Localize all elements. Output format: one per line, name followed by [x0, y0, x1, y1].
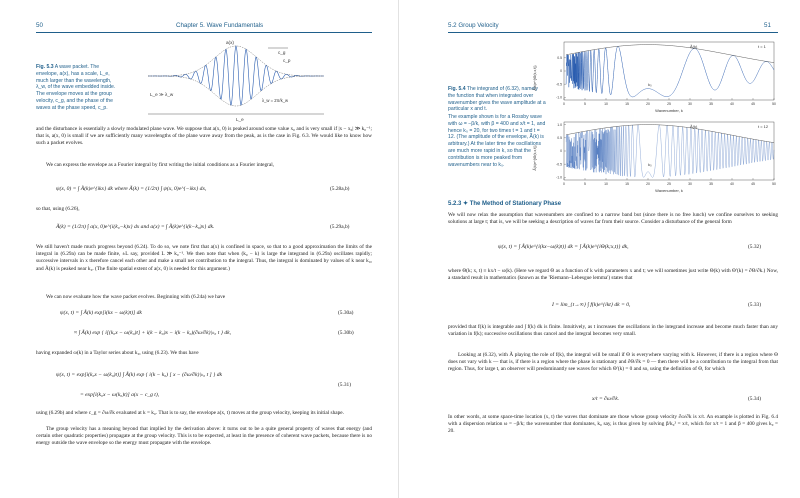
- integrand-curve: [566, 125, 774, 178]
- k0-label: k₀: [648, 162, 652, 167]
- integrand-oscillation: [566, 125, 774, 177]
- yticks: [556, 56, 566, 100]
- paragraph-1: and the disturbance is essentially a slowly modulated plane wave. We suppose that a(x, 0) is peaked around some value x₀ and is very small if |x − x₀| ≫ k₀⁻¹; that is, a(x, 0) is small if we are sufficiently many wavelengths of the plane wave away from the peak, as is the case in Fig. 6.3. We would like to know how such a packet evolves.: [36, 126, 372, 147]
- envelope-lower: [148, 76, 324, 106]
- xtick-label: 45: [751, 182, 755, 186]
- xtick-label: 40: [730, 182, 734, 186]
- ytick-label: -0.5: [556, 162, 562, 167]
- xtick-label: 30: [688, 102, 692, 106]
- integrand-plot-t12: [532, 118, 782, 194]
- paragraph-3: provided that f(k) is integrable and ∫ f(k) dk is finite. Intuitively, as t increases the oscillations in the integrand increase and become much faster than any variation in f(k); successive oscillations thus cancel and the integral becomes very small.: [448, 324, 778, 338]
- figure-caption: [36, 64, 122, 112]
- xtick-label: 0: [563, 182, 565, 186]
- paragraph-4: We still haven't made much progress beyond (6.24). To do so, we note first that a(x) is confined in space, so that to a good approximation the limits of the integral in (6.29a) can be made finite, ±L say, provided L ≫ k₀⁻¹. We then note that when (k₀ − k) is large the integrand in (6.29a) oscillates rapidly; successive intervals in x therefore cancel each other and make a small net contribution to the integral. Thus, the integral is dominated by values of k near k₀, and Ã(k) is peaked near k₀. (The finite spatial extent of a(x, 0) is needed for this argument.): [36, 244, 372, 272]
- xtick-label: 0: [563, 102, 565, 106]
- xtick-label: 50: [772, 182, 776, 186]
- right-page: [402, 0, 800, 498]
- page-number: 51: [764, 22, 771, 29]
- xtick-label: 20: [646, 102, 650, 106]
- header-rule: [448, 32, 778, 33]
- ytick-label: 0.5: [557, 56, 562, 61]
- paragraph-1: We will now relax the assumption that wavenumbers are confined to a narrow band but (since there is no free lunch) we confine ourselves to seeking solutions at large t; that is, we will be seeking a description of waves far from their source. Consider a disturbance of the general form: [448, 212, 778, 226]
- xtick-label: 5: [584, 182, 586, 186]
- label-condition: L_e ≫ λ_w: [150, 92, 174, 97]
- equation-5-30b-number: (5.30b): [338, 330, 354, 336]
- xlabel: Wavenumber, k: [655, 108, 683, 113]
- xtick-label: 35: [709, 102, 713, 106]
- paragraph-5: In other words, at some space-time location (x, t) the waves that dominate are those whose group velocity ∂ω/∂k is x/t. An example is plotted in Fig. 6.4 with a dispersion relation ω = −β/k; the wavenumber that dominates, k₀ say, is thus given by solving β/k₀² = x/t, which for x/t = 1 and β = 400 gives k₀ = 20.: [448, 414, 778, 435]
- ytick-label: 1.0: [557, 122, 562, 127]
- amplitude-envelope: [566, 125, 774, 143]
- equation-5-30b: ≈ ∫ Ã(k) exp { i[(k₀x − ω(k₀)t] + i(k − k₀)x − i(k − k₀)(∂ω/∂k)|ₖ₀ t } dk,: [74, 330, 232, 336]
- xtick-label: 35: [709, 182, 713, 186]
- equation-5-31-number: (5.31): [338, 382, 352, 388]
- equation-5-32: ψ(x, t) = ∫ Ã(k)e^{i(kx−ω(k)t)} dk = ∫ Ã(k)e^{iΘ(k;x,t)} dk,: [498, 244, 629, 250]
- ytick-label: 0: [560, 149, 562, 154]
- time-label: t = 1: [758, 44, 766, 49]
- xlabel: Wavenumber, k: [655, 188, 683, 193]
- xtick-label: 15: [625, 182, 629, 186]
- ytick-label: 0.5: [557, 136, 562, 141]
- legend-label: Ã(k): [690, 124, 698, 129]
- envelope-curve: [148, 46, 324, 106]
- xtick-label: 30: [688, 182, 692, 186]
- caption-label: Fig. 5.3: [36, 64, 54, 70]
- ylabel: Ã(k)e^{iΘ(k,x,t)}: [533, 145, 537, 171]
- equation-5-28: ψ(x, 0) = ∫ Ã(k)e^{ikx} dk where Ã(k) = (1/2π) ∫ ψ(x, 0)e^{−ikx} dx,: [56, 186, 207, 192]
- k0-label: k₀: [648, 82, 652, 87]
- paragraph-5: We can now evaluate how the wave packet evolves. Beginning with (6.24a) we have: [46, 294, 226, 300]
- xtick-label: 40: [730, 102, 734, 106]
- equation-5-30a: ψ(x, t) = ∫ Ã(k) exp[i(kx − ω(k)t)] dk: [60, 310, 142, 316]
- wave-packet-figure: [128, 36, 328, 122]
- equation-5-31b: = exp[i(k₀x − ω(k₀)t)] a(x − c_g t),: [80, 392, 160, 398]
- equation-5-33-number: (5.33): [748, 302, 762, 308]
- label-wavelength: λ_w = 2π/k_w: [262, 98, 289, 103]
- equation-5-31a: ψ(x, t) = exp[i(k₀x − ω(k₀)t)] ∫ Ã(k) exp { i(k − k₀) [ x − (∂ω/∂k)|ₖ₀ t ] } dk: [56, 372, 223, 378]
- caption-text: The integrand of (6.32), namely the function that when integrated over wavenumber gives the wave amplitude at a particular x and t.: [448, 86, 546, 113]
- equation-5-34-number: (5.34): [748, 396, 762, 402]
- xtick-label: 10: [604, 182, 608, 186]
- yticks: [556, 123, 566, 180]
- equation-5-32-number: (5.32): [748, 244, 762, 250]
- caption-text: A wave packet. The envelope, a(x), has a scale, L_e, much larger than the wavelength, λ_w, of the wave embedded inside. The envelope moves at the group velocity, c_g, and the phase of the waves at the phase speed, c_p.: [36, 64, 116, 111]
- xtick-label: 25: [667, 182, 671, 186]
- paragraph-3: so that, using (6.26),: [36, 206, 80, 212]
- header-rule: [36, 32, 372, 33]
- amplitude-envelope: [566, 45, 774, 63]
- paragraph-6: having expanded ω(k) in a Taylor series about k₀, using (6.23). We thus have: [36, 350, 199, 356]
- figure-caption-detail: The example shown is for a Rossby wave with ω = −β/k, with β = 400 and x/t = 1, and hence k₀ = 20, for two times t = 1 and t = 12. (The amplitude of the envelope, Ã(k) is arbitrary.) At the later time the oscillations are much more rapid in k, so that the contribution is more peaked from wavenumbers near to k₀.: [448, 114, 546, 168]
- ytick-label: -1.0: [556, 175, 562, 180]
- plot-frame: [564, 42, 774, 100]
- xtick-label: 15: [625, 102, 629, 106]
- ytick-label: 0: [560, 69, 562, 74]
- integrand-oscillation: [566, 46, 774, 97]
- paragraph-2: where Θ(k; x, t) ≡ kx/t − ω(k). (Here we regard Θ as a function of k with parameters x and t; we will sometimes just write Θ(k) with Θ′(k) = ∂Θ/∂k.) Now, a standard result in mathematics (known as the 'Riemann–Lebesgue lemma') states that: [448, 268, 778, 282]
- running-head: 5.2 Group Velocity: [448, 22, 499, 29]
- label-ax: a(x): [226, 40, 234, 45]
- envelope-upper: [148, 46, 324, 76]
- paragraph-2: We can express the envelope as a Fourier integral by first writing the initial conditions as a Fourier integral,: [46, 162, 275, 168]
- time-label: t = 12: [758, 124, 769, 129]
- xticks: [563, 98, 776, 106]
- page-number: 50: [36, 22, 43, 29]
- section-heading: 5.2.3 ✦ The Method of Stationary Phase: [448, 201, 562, 207]
- integrand-curve: [566, 45, 774, 97]
- left-page: [0, 0, 399, 498]
- ytick-label: -0.5: [556, 82, 562, 87]
- ylabel: Ã(k)e^{iΘ(k,x,t)}: [533, 65, 537, 91]
- xtick-label: 45: [751, 102, 755, 106]
- label-cg: c_g: [278, 50, 286, 55]
- xtick-label: 5: [584, 102, 586, 106]
- running-head: Chapter 5. Wave Fundamentals: [176, 22, 264, 29]
- legend-label: Ã(k): [690, 44, 698, 49]
- equation-5-34: x/t = ∂ω/∂k.: [592, 396, 620, 402]
- paragraph-7: using (6.29b) and where c_g = ∂ω/∂k evaluated at k = k₀. That is to say, the envelope a(x, t) moves at the group velocity, keeping its initial shape.: [36, 410, 344, 416]
- equation-5-33: I = lim_{t→∞} ∫ f(k)e^{ikt} dk = 0,: [552, 302, 631, 308]
- xticks: [563, 178, 776, 186]
- xtick-label: 10: [604, 102, 608, 106]
- label-cp: c_p: [283, 58, 291, 63]
- paragraph-4: Looking at (6.32), with Ã playing the role of f(k), the integral will be small if Θ is everywhere varying with k. However, if there is a region where Θ does not vary with k — that is, if there is a region where the phase is stationary and ∂Θ/∂k = 0 — then there will be a contribution to the integral from that region. Thus, for large t, an observer will predominantly see waves for which Θ′(k) = 0 and so, using the definition of Θ, for which: [448, 352, 778, 373]
- paragraph-8: The group velocity has a meaning beyond that implied by the derivation above: it turns out to be a quite general property of waves that energy (and certain other quadratic properties) propagate at the group velocity. This is to be expected, at least in the presence of coherent wave packets, because there is no energy outside the wave envelope so the energy must propagate with the envelope.: [36, 426, 372, 447]
- equation-5-29: Ã(k) = (1/2π) ∫ a(x, 0)e^{i(k₀−k)x} dx and a(x) = ∫ Ã(k)e^{i(k−k₀)x} dk.: [56, 224, 215, 230]
- xtick-label: 20: [646, 182, 650, 186]
- label-Le: L_e: [236, 117, 244, 122]
- equation-5-28-number: (5.28a,b): [330, 186, 350, 192]
- ytick-label: -1.0: [556, 95, 562, 100]
- equation-5-30a-number: (5.30a): [338, 310, 354, 316]
- caption-label: Fig. 5.4: [448, 86, 466, 92]
- xtick-label: 50: [772, 102, 776, 106]
- xtick-label: 25: [667, 102, 671, 106]
- equation-5-29-number: (5.29a,b): [330, 224, 350, 230]
- integrand-plot-t1: [532, 38, 782, 114]
